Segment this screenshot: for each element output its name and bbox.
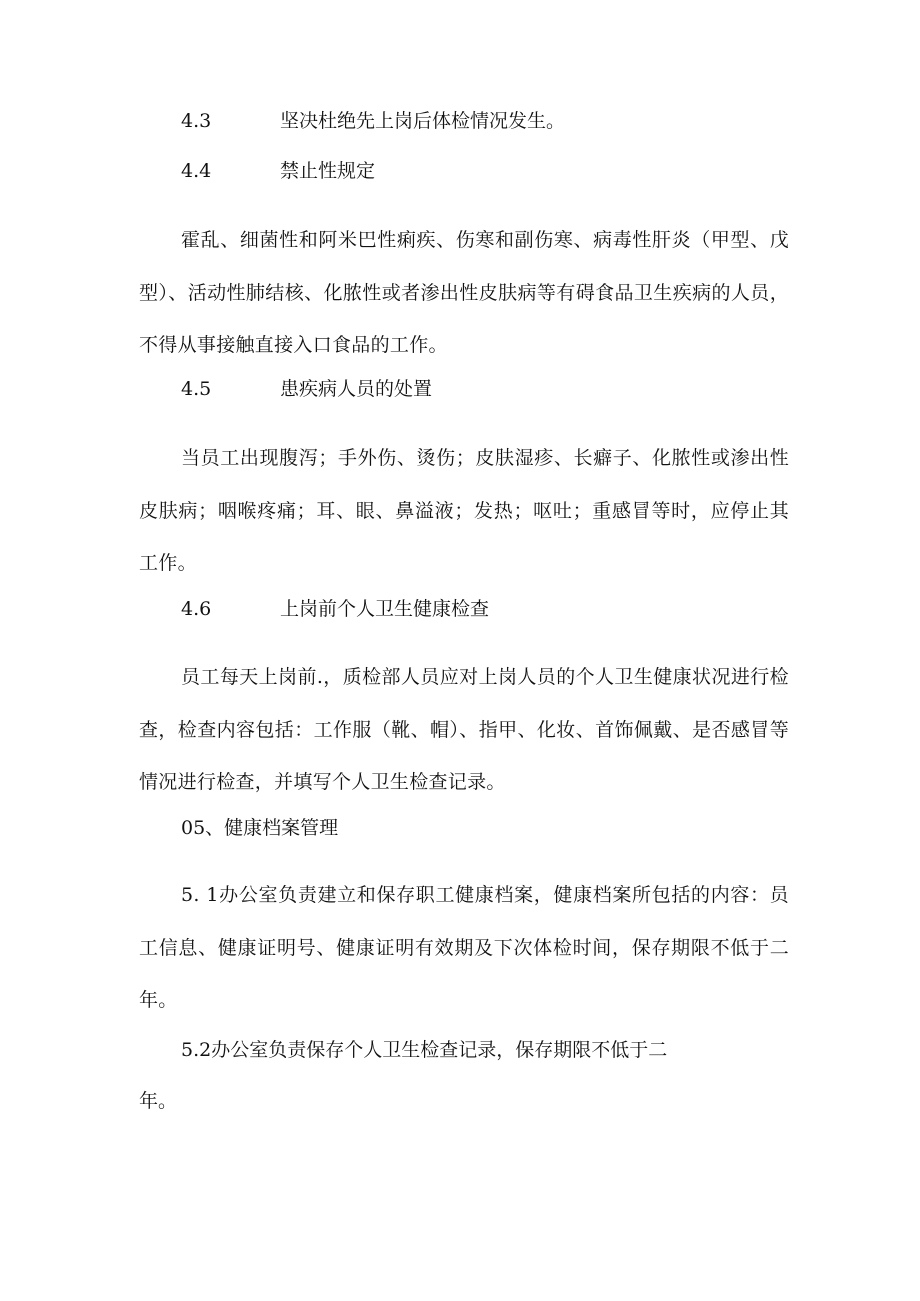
paragraph-prohibition: 霍乱、细菌性和阿米巴性痢疾、伤寒和副伤寒、病毒性肝炎（甲型、戊型）、活动性肺结核、化脓性或者渗出性皮肤病等有碍食品卫生疾病的人员，不得从事接触直接入口食品的工作。 [139,229,789,356]
section-heading-4-6 [181,596,489,622]
section-heading-05: 05、健康档案管理 [181,817,339,839]
section-title: 患疾病人员的处置 [280,378,433,400]
section-number: 4.4 [181,160,212,182]
section-title: 禁止性规定 [280,160,376,182]
paragraph-5-1: 5. 1办公室负责建立和保存职工健康档案，健康档案所包括的内容：员工信息、健康证明号、健康证明有效期及下次体检时间，保存期限不低于二年。 [139,884,789,1011]
section-number: 4.3 [181,110,212,132]
section-title: 坚决杜绝先上岗后体检情况发生。 [280,110,566,132]
section-heading-4-4 [181,158,375,184]
paragraph-5-2-line1: 5.2办公室负责保存个人卫生检查记录，保存期限不低于二 [181,1039,668,1061]
section-heading-4-5 [181,376,432,402]
paragraph-5-2-line2: 年。 [139,1090,178,1112]
section-heading-4-3 [181,108,565,134]
section-number: 4.5 [181,378,212,400]
paragraph-illness-handling: 当员工出现腹泻；手外伤、烫伤；皮肤湿疹、长癖子、化脓性或渗出性皮肤病；咽喉疼痛；耳、眼、鼻溢液；发热；呕吐；重感冒等时，应停止其工作。 [139,447,789,574]
section-title: 上岗前个人卫生健康检查 [280,598,490,620]
section-number: 4.6 [181,598,212,620]
paragraph-daily-check: 员工每天上岗前.，质检部人员应对上岗人员的个人卫生健康状况进行检查，检查内容包括：工作服（靴、帽）、指甲、化妆、首饰佩戴、是否感冒等情况进行检查，并填写个人卫生检查记录。 [139,666,789,793]
